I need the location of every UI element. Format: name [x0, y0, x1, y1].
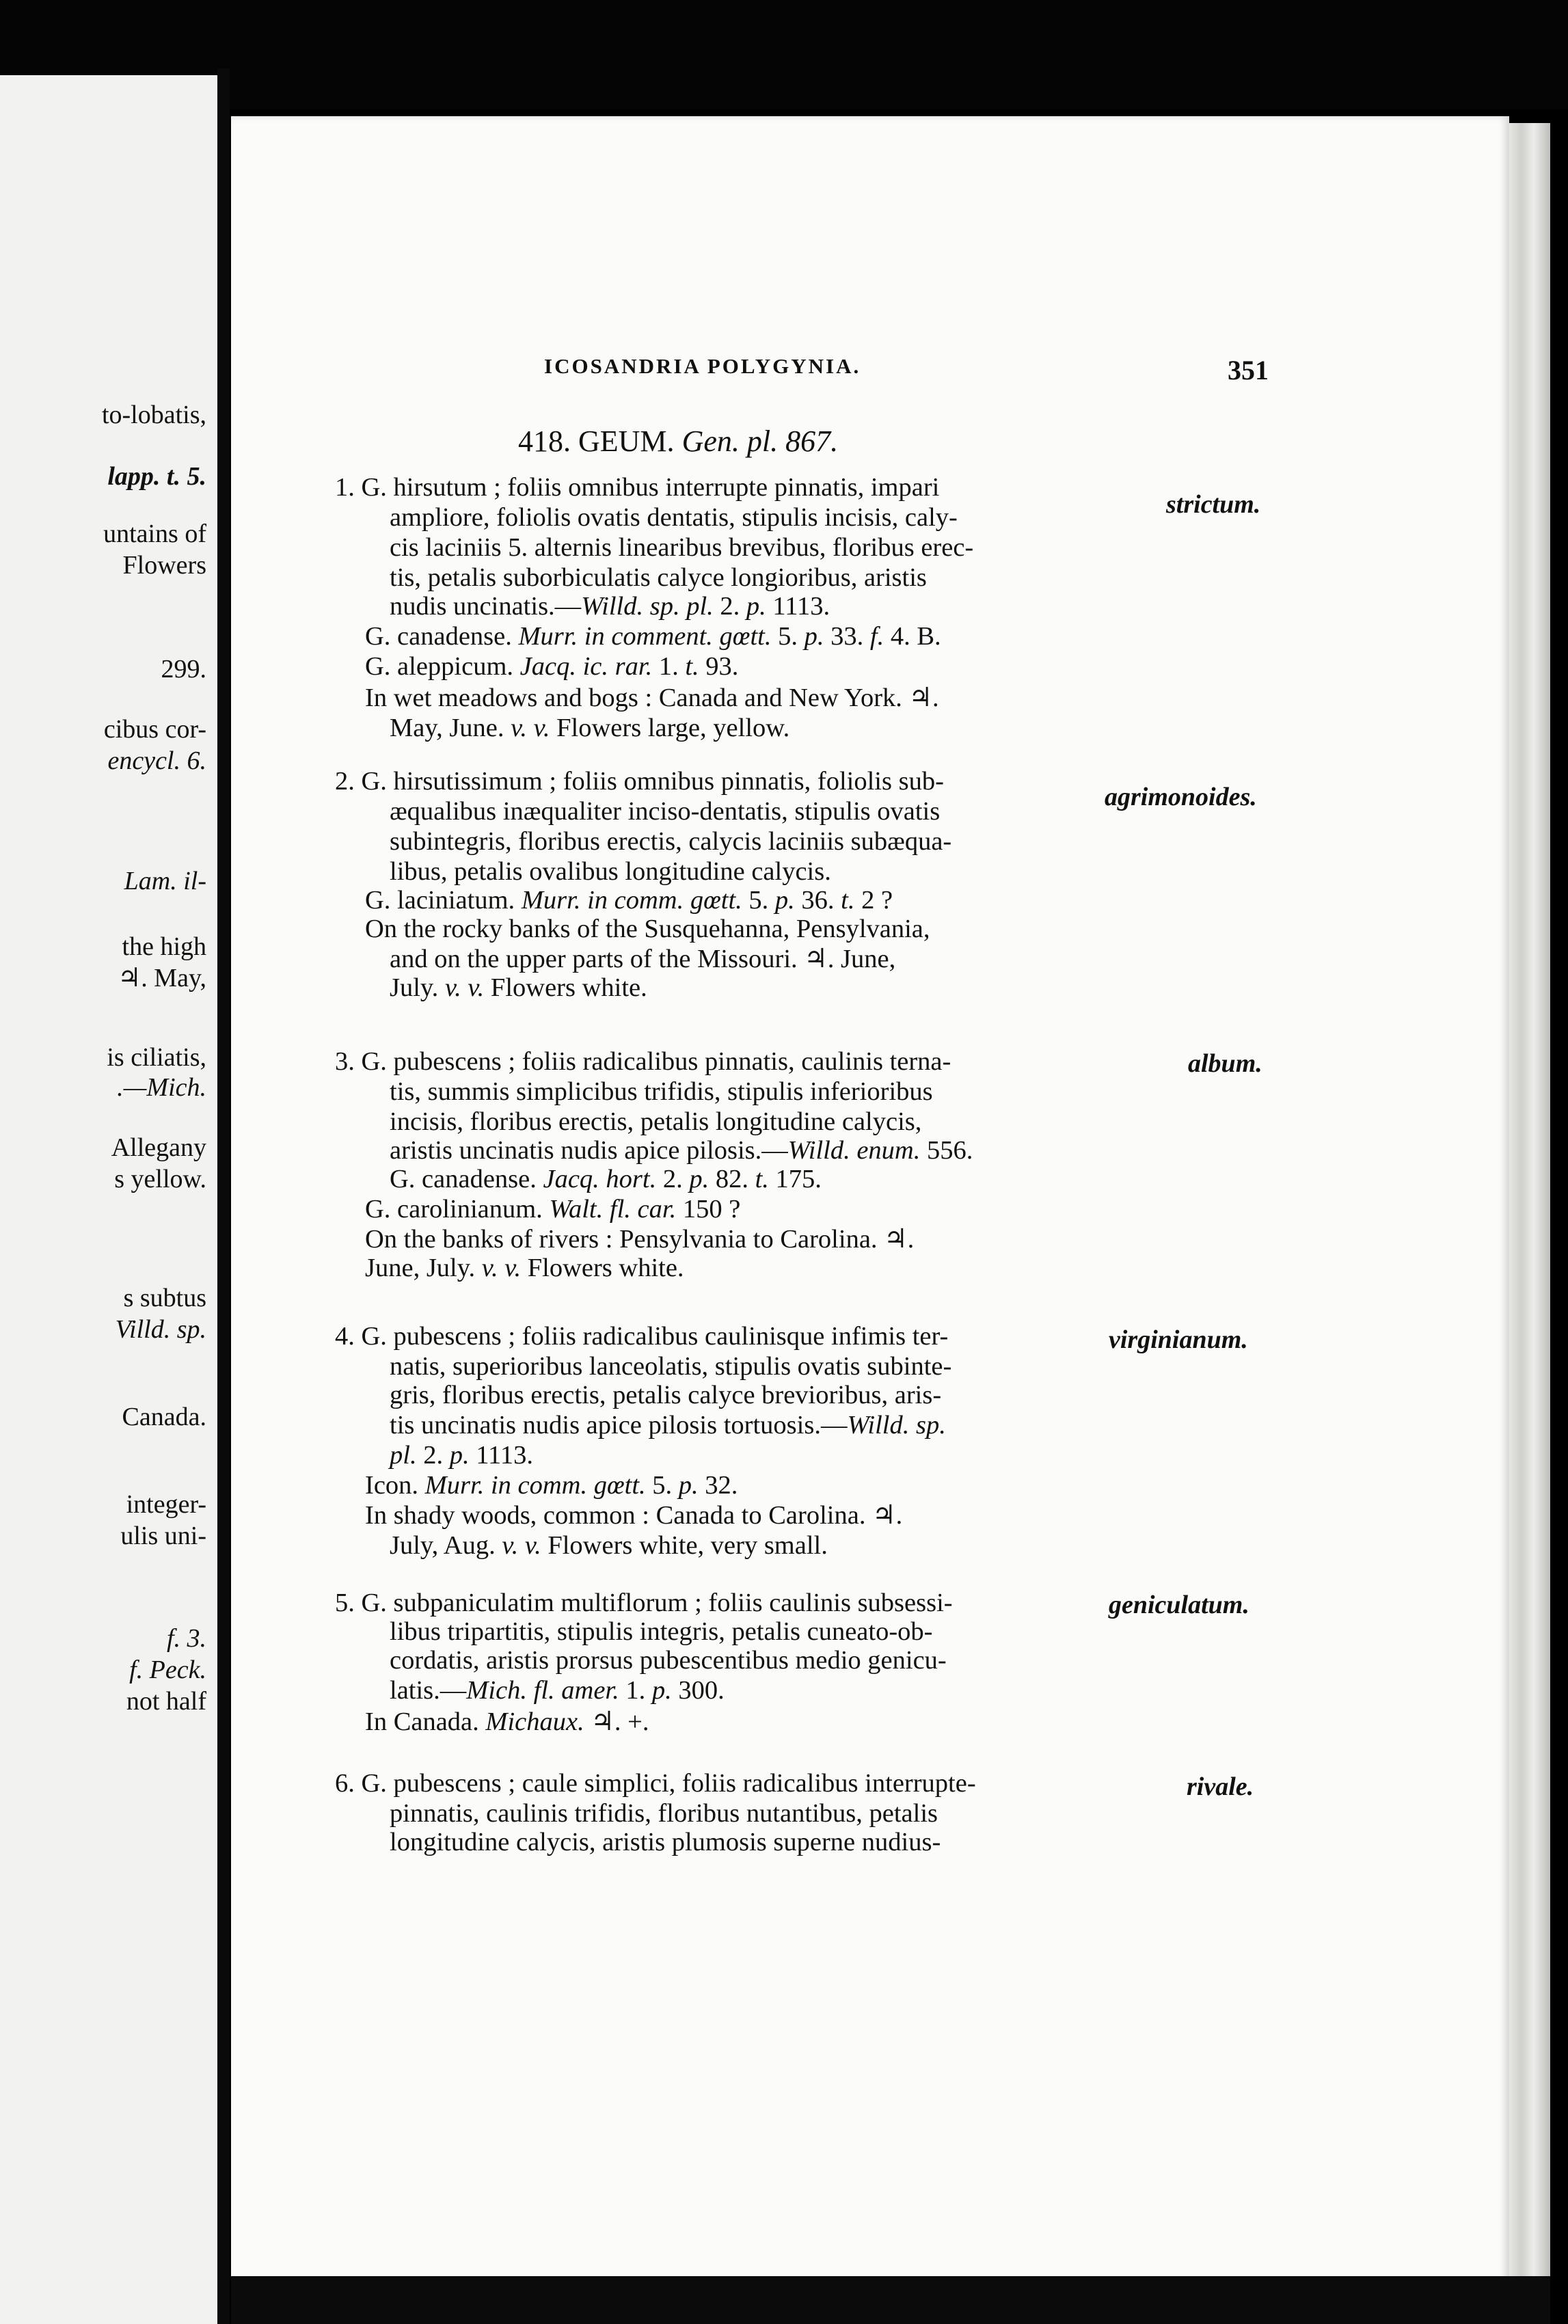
entry-line: aristis uncinatis nudis apice pilosis.—Willd. enum. 556.	[390, 1136, 973, 1165]
genus-heading	[518, 424, 838, 459]
book-gutter	[217, 68, 230, 2324]
entry-line: G. aleppicum. Jacq. ic. rar. 1. t. 93.	[365, 652, 739, 681]
page-number: 351	[1228, 355, 1269, 386]
entry-line: libus, petalis ovalibus longitudine calycis.	[390, 857, 831, 886]
entry-line: æqualibus inæqualiter inciso-dentatis, stipulis ovatis	[390, 797, 941, 826]
left-fragment: 299.	[161, 655, 206, 684]
entry-line: longitudine calycis, aristis plumosis superne nudius-	[390, 1828, 941, 1856]
entry-line: 5. G. subpaniculatim multiflorum ; foliis caulinis subsessi-	[335, 1589, 953, 1617]
left-fragment: .—Mich.	[117, 1073, 206, 1102]
margin-species-name: agrimonoides.	[1105, 783, 1257, 811]
entry-line: subintegris, floribus erectis, calycis laciniis subæqua-	[390, 827, 952, 856]
entry-line: G. canadense. Jacq. hort. 2. p. 82. t. 175.	[390, 1165, 822, 1193]
entry-line: May, June. v. v. Flowers large, yellow.	[390, 714, 790, 742]
left-fragment: lapp. t. 5.	[107, 462, 206, 491]
entry-line: tis, summis simplicibus trifidis, stipulis inferioribus	[390, 1077, 933, 1106]
left-fragment: untains of	[103, 519, 206, 548]
entry-line: June, July. v. v. Flowers white.	[365, 1254, 684, 1282]
left-fragment: encycl. 6.	[107, 746, 206, 775]
entry-line: In shady woods, common : Canada to Carolina. ♃.	[365, 1501, 903, 1530]
margin-species-name: strictum.	[1166, 490, 1261, 519]
left-fragment: the high	[122, 932, 206, 961]
entry-line: On the rocky banks of the Susquehanna, Pensylvania,	[365, 915, 930, 943]
left-fragment: ♃. May,	[118, 964, 206, 992]
entry-line: 1. G. hirsutum ; foliis omnibus interrupte pinnatis, impari	[335, 473, 940, 502]
facing-page-left	[0, 75, 217, 2324]
left-fragment: Lam. il-	[124, 867, 206, 895]
entry-line: July. v. v. Flowers white.	[390, 973, 647, 1002]
margin-species-name: geniculatum.	[1109, 1591, 1249, 1619]
left-fragment: integer-	[126, 1490, 206, 1519]
entry-line: 6. G. pubescens ; caule simplici, foliis radicalibus interrupte-	[335, 1769, 976, 1798]
scan-background-top	[0, 0, 1568, 109]
entry-line: 3. G. pubescens ; foliis radicalibus pinnatis, caulinis terna-	[335, 1047, 951, 1076]
left-fragment: Flowers	[122, 551, 206, 580]
entry-line: pl. 2. p. 1113.	[390, 1441, 533, 1470]
entry-line: and on the upper parts of the Missouri. ♃. June,	[390, 945, 896, 973]
left-fragment: to-lobatis,	[101, 401, 206, 429]
entry-line: G. canadense. Murr. in comment. gœtt. 5. p. 33. f. 4. B.	[365, 622, 941, 651]
margin-species-name: album.	[1188, 1049, 1262, 1078]
left-fragment: ulis uni-	[120, 1522, 206, 1550]
genus-reference: Gen. pl. 867.	[681, 424, 839, 458]
page-edges	[1509, 123, 1550, 2276]
left-fragment: s subtus	[123, 1284, 206, 1312]
left-fragment: Allegany	[111, 1133, 206, 1162]
entry-line: cis laciniis 5. alternis linearibus brevibus, floribus erec-	[390, 533, 974, 562]
margin-species-name: rivale.	[1187, 1772, 1254, 1801]
scan-background-bottom	[231, 2276, 1550, 2324]
left-fragment: s yellow.	[114, 1165, 206, 1193]
left-fragment: cibus cor-	[103, 715, 206, 744]
entry-line: tis uncinatis nudis apice pilosis tortuosis.—Willd. sp.	[390, 1411, 946, 1440]
left-fragment: is ciliatis,	[107, 1043, 206, 1072]
running-head: ICOSANDRIA POLYGYNIA.	[544, 354, 861, 378]
entry-line: pinnatis, caulinis trifidis, floribus nutantibus, petalis	[390, 1799, 938, 1828]
entry-line: In wet meadows and bogs : Canada and New York. ♃.	[365, 684, 939, 712]
entry-line: 2. G. hirsutissimum ; foliis omnibus pinnatis, foliolis sub-	[335, 767, 944, 796]
entry-line: gris, floribus erectis, petalis calyce brevioribus, aris-	[390, 1381, 942, 1409]
entry-line: nudis uncinatis.—Willd. sp. pl. 2. p. 1113.	[390, 592, 830, 621]
entry-line: libus tripartitis, stipulis integris, petalis cuneato-ob-	[390, 1617, 933, 1646]
entry-line: tis, petalis suborbiculatis calyce longioribus, aristis	[390, 563, 927, 592]
entry-line: July, Aug. v. v. Flowers white, very small.	[390, 1531, 828, 1560]
left-fragment: f. 3.	[166, 1624, 206, 1653]
entry-line: In Canada. Michaux. ♃. +.	[365, 1707, 649, 1736]
left-fragment: f. Peck.	[129, 1656, 206, 1684]
entry-line: latis.—Mich. fl. amer. 1. p. 300.	[390, 1676, 725, 1705]
entry-line: G. carolinianum. Walt. fl. car. 150 ?	[365, 1195, 741, 1224]
entry-line: cordatis, aristis prorsus pubescentibus medio genicu-	[390, 1646, 947, 1675]
entry-line: Icon. Murr. in comm. gœtt. 5. p. 32.	[365, 1471, 738, 1500]
entry-line: 4. G. pubescens ; foliis radicalibus caulinisque infimis ter-	[335, 1322, 949, 1351]
entry-line: natis, superioribus lanceolatis, stipulis ovatis subinte-	[390, 1352, 952, 1381]
genus-title: 418. GEUM.	[518, 424, 675, 458]
entry-line: On the banks of rivers : Pensylvania to Carolina. ♃.	[365, 1225, 915, 1254]
left-fragment: Villd. sp.	[115, 1315, 206, 1344]
margin-species-name: virginianum.	[1109, 1325, 1248, 1354]
left-fragment: Canada.	[122, 1403, 206, 1431]
entry-line: incisis, floribus erectis, petalis longitudine calycis,	[390, 1107, 922, 1136]
left-fragment: not half	[126, 1687, 206, 1716]
entry-line: ampliore, foliolis ovatis dentatis, stipulis incisis, caly-	[390, 503, 958, 532]
entry-line: G. laciniatum. Murr. in comm. gœtt. 5. p. 36. t. 2 ?	[365, 886, 893, 915]
